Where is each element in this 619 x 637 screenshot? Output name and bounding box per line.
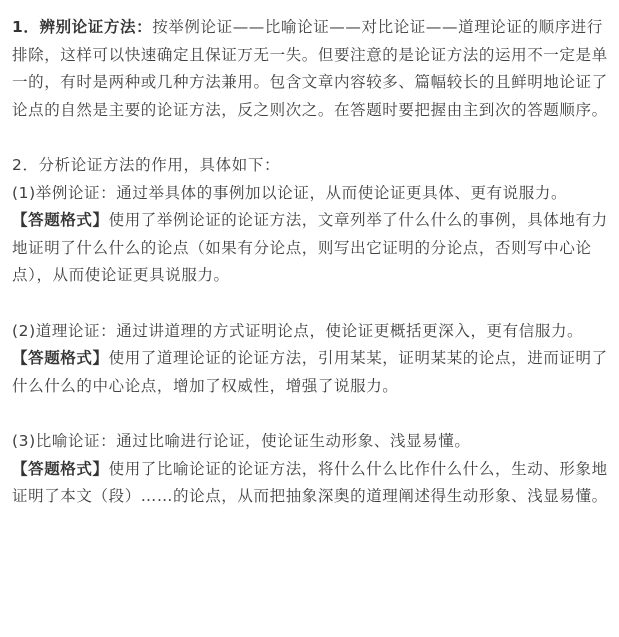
article-body (12, 14, 608, 511)
metaphor-argument-answer-format (12, 456, 608, 511)
answer-format-label: 【答题格式】 (12, 459, 109, 478)
reasoning-argument-definition: (2)道理论证：通过讲道理的方式证明论点，使论证更概括更深入，更有信服力。 (12, 321, 584, 340)
paragraph-spacer (12, 400, 608, 428)
section-1-heading: 1．辨别论证方法： (12, 18, 153, 36)
answer-format-text: 使用了比喻论证的论证方法，将什么什么比作什么什么，生动、形象地证明了本文（段）……的论点，从而把抽象深奥的道理阐述得生动形象、浅显易懂。 (12, 459, 608, 506)
reasoning-argument-answer-format (12, 345, 608, 400)
answer-format-label: 【答题格式】 (12, 211, 109, 230)
answer-format-text: 使用了道理论证的论证方法，引用某某，证明某某的论点，进而证明了什么什么的中心论点，增加了权威性，增强了说服力。 (12, 349, 608, 395)
paragraph-spacer (12, 124, 608, 152)
section-1-text: 按举例论证——比喻论证——对比论证——道理论证的顺序进行排除，这样可以快速确定且保证万无一失。但要注意的是论证方法的运用不一定是单一的，有时是两种或几种方法兼用。包含文章内容较多、篇幅较长的且鲜明地论证了论点的自然是主要的论证方法，反之则次之。在答题时要把握由主到次的答题顺序。 (12, 18, 608, 119)
answer-format-label: 【答题格式】 (12, 349, 109, 368)
section-2-heading: 2．分析论证方法的作用，具体如下： (12, 155, 281, 174)
paragraph-spacer (12, 290, 608, 318)
metaphor-argument-definition: (3)比喻论证：通过比喻进行论证，使论证生动形象、浅显易懂。 (12, 431, 471, 450)
answer-format-text: 使用了举例论证的论证方法，文章列举了什么什么的事例，具体地有力地证明了什么什么的论点（如果有分论点，则写出它证明的分论点，否则写中心论点），从而使论证更具说服力。 (12, 211, 608, 285)
example-argument-definition: (1)举例论证：通过举具体的事例加以论证，从而使论证更具体、更有说服力。 (12, 183, 568, 202)
section-1-paragraph (12, 14, 608, 124)
example-argument-answer-format (12, 207, 608, 290)
